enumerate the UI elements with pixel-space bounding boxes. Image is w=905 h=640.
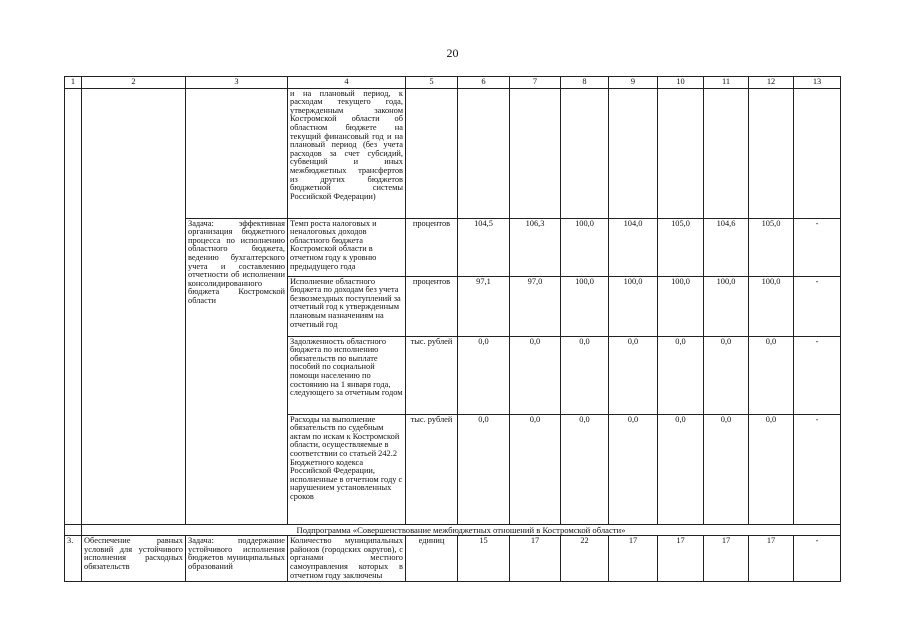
unit-cell: тыс. рублей: [406, 336, 458, 414]
value-cell: 0,0: [458, 414, 510, 524]
value-cell: 17: [609, 536, 658, 582]
value-cell: 105,0: [749, 218, 794, 276]
empty-cell: [510, 88, 561, 218]
value-cell: 0,0: [749, 336, 794, 414]
indicator-cell: Задолженность областного бюджета по исполнению обязательств по выплате пособий по социальной помощи населению по состоянию на 1 января года, следующего за отчетным годом: [288, 336, 406, 414]
dash-cell: -: [794, 218, 841, 276]
indicator-cell: Расходы на выполнение обязательств по судебным актам по искам к Костромской области, осуществляемые в соответствии со статьей 242.2 Бюджетного кодекса Российской Федерации, исполненные в отчетном году с нарушением установленных сроков: [288, 414, 406, 524]
value-cell: 104,5: [458, 218, 510, 276]
dash-cell: -: [794, 336, 841, 414]
value-cell: 0,0: [704, 336, 749, 414]
value-cell: 0,0: [749, 414, 794, 524]
column-numbers-row: [65, 77, 841, 89]
task-cell: Задача: поддержание устойчивого исполнения бюджетов муниципальных образований: [186, 536, 288, 582]
column-number: 10: [658, 77, 704, 89]
value-cell: 104,0: [609, 218, 658, 276]
empty-cell: [704, 88, 749, 218]
unit-cell: процентов: [406, 218, 458, 276]
empty-cell: [561, 88, 609, 218]
value-cell: 105,0: [658, 218, 704, 276]
value-cell: 100,0: [561, 218, 609, 276]
value-cell: 100,0: [749, 276, 794, 336]
row-number: 3.: [65, 536, 82, 582]
task-cell: Задача: эффективная организация бюджетного процесса по исполнению областного бюджета, ведению бухгалтерского учета и составлению отчетности об исполнении консолидированного бюджета Костромской области: [186, 218, 288, 524]
column-number: 9: [609, 77, 658, 89]
page-number: 20: [446, 46, 459, 60]
empty-cell: [794, 88, 841, 218]
column-number: 5: [406, 77, 458, 89]
column-number: 4: [288, 77, 406, 89]
column-number: 3: [186, 77, 288, 89]
indicator-cell: и на плановый период, к расходам текущего года, утвержденным законом Костромской области об областном бюджете на текущий финансовый год и на плановый период (без учета расходов за счет субсидий, субвенций и иных межбюджетных трансфертов из других бюджетов бюджетной системы Российской Федерации): [288, 88, 406, 218]
value-cell: 0,0: [609, 414, 658, 524]
table-row: [65, 88, 841, 218]
value-cell: 17: [658, 536, 704, 582]
subprogram-title: Подпрограмма «Совершенствование межбюджетных отношений в Костромской области»: [82, 524, 841, 536]
indicator-cell: Темп роста налоговых и неналоговых доходов областного бюджета Костромской области в отчетном году к уровню предыдущего года: [288, 218, 406, 276]
table-row: [65, 536, 841, 582]
value-cell: 100,0: [609, 276, 658, 336]
value-cell: 0,0: [704, 414, 749, 524]
column-number: 6: [458, 77, 510, 89]
empty-cell: [82, 88, 186, 524]
column-number: 13: [794, 77, 841, 89]
value-cell: 100,0: [561, 276, 609, 336]
value-cell: 17: [704, 536, 749, 582]
value-cell: 15: [458, 536, 510, 582]
indicator-cell: Исполнение областного бюджета по доходам без учета безвозмездных поступлений за отчетный год к утвержденным плановым назначениям на отчетный год: [288, 276, 406, 336]
empty-cell: [65, 524, 82, 536]
dash-cell: -: [794, 536, 841, 582]
value-cell: 104,6: [704, 218, 749, 276]
goal-cell: Обеспечение равных условий для устойчивого исполнения расходных обязательств: [82, 536, 186, 582]
subprogram-row: [65, 524, 841, 536]
value-cell: 0,0: [561, 336, 609, 414]
unit-cell: тыс. рублей: [406, 414, 458, 524]
empty-cell: [65, 88, 82, 524]
value-cell: 100,0: [658, 276, 704, 336]
value-cell: 0,0: [658, 414, 704, 524]
value-cell: 0,0: [561, 414, 609, 524]
value-cell: 100,0: [704, 276, 749, 336]
unit-cell: процентов: [406, 276, 458, 336]
value-cell: 17: [510, 536, 561, 582]
value-cell: 22: [561, 536, 609, 582]
dash-cell: -: [794, 276, 841, 336]
indicator-cell: Количество муниципальных районов (городских округов), с органами местного самоуправления которых в отчетном году заключены: [288, 536, 406, 582]
column-number: 2: [82, 77, 186, 89]
value-cell: 0,0: [510, 414, 561, 524]
value-cell: 97,1: [458, 276, 510, 336]
value-cell: 0,0: [609, 336, 658, 414]
indicators-table: [64, 76, 841, 582]
column-number: 7: [510, 77, 561, 89]
value-cell: 0,0: [510, 336, 561, 414]
empty-cell: [406, 88, 458, 218]
empty-cell: [609, 88, 658, 218]
value-cell: 0,0: [658, 336, 704, 414]
value-cell: 17: [749, 536, 794, 582]
column-number: 8: [561, 77, 609, 89]
empty-cell: [458, 88, 510, 218]
unit-cell: единиц: [406, 536, 458, 582]
value-cell: 106,3: [510, 218, 561, 276]
column-number: 12: [749, 77, 794, 89]
dash-cell: -: [794, 414, 841, 524]
column-number: 11: [704, 77, 749, 89]
column-number: 1: [65, 77, 82, 89]
empty-cell: [658, 88, 704, 218]
value-cell: 0,0: [458, 336, 510, 414]
empty-cell: [186, 88, 288, 218]
value-cell: 97,0: [510, 276, 561, 336]
empty-cell: [749, 88, 794, 218]
